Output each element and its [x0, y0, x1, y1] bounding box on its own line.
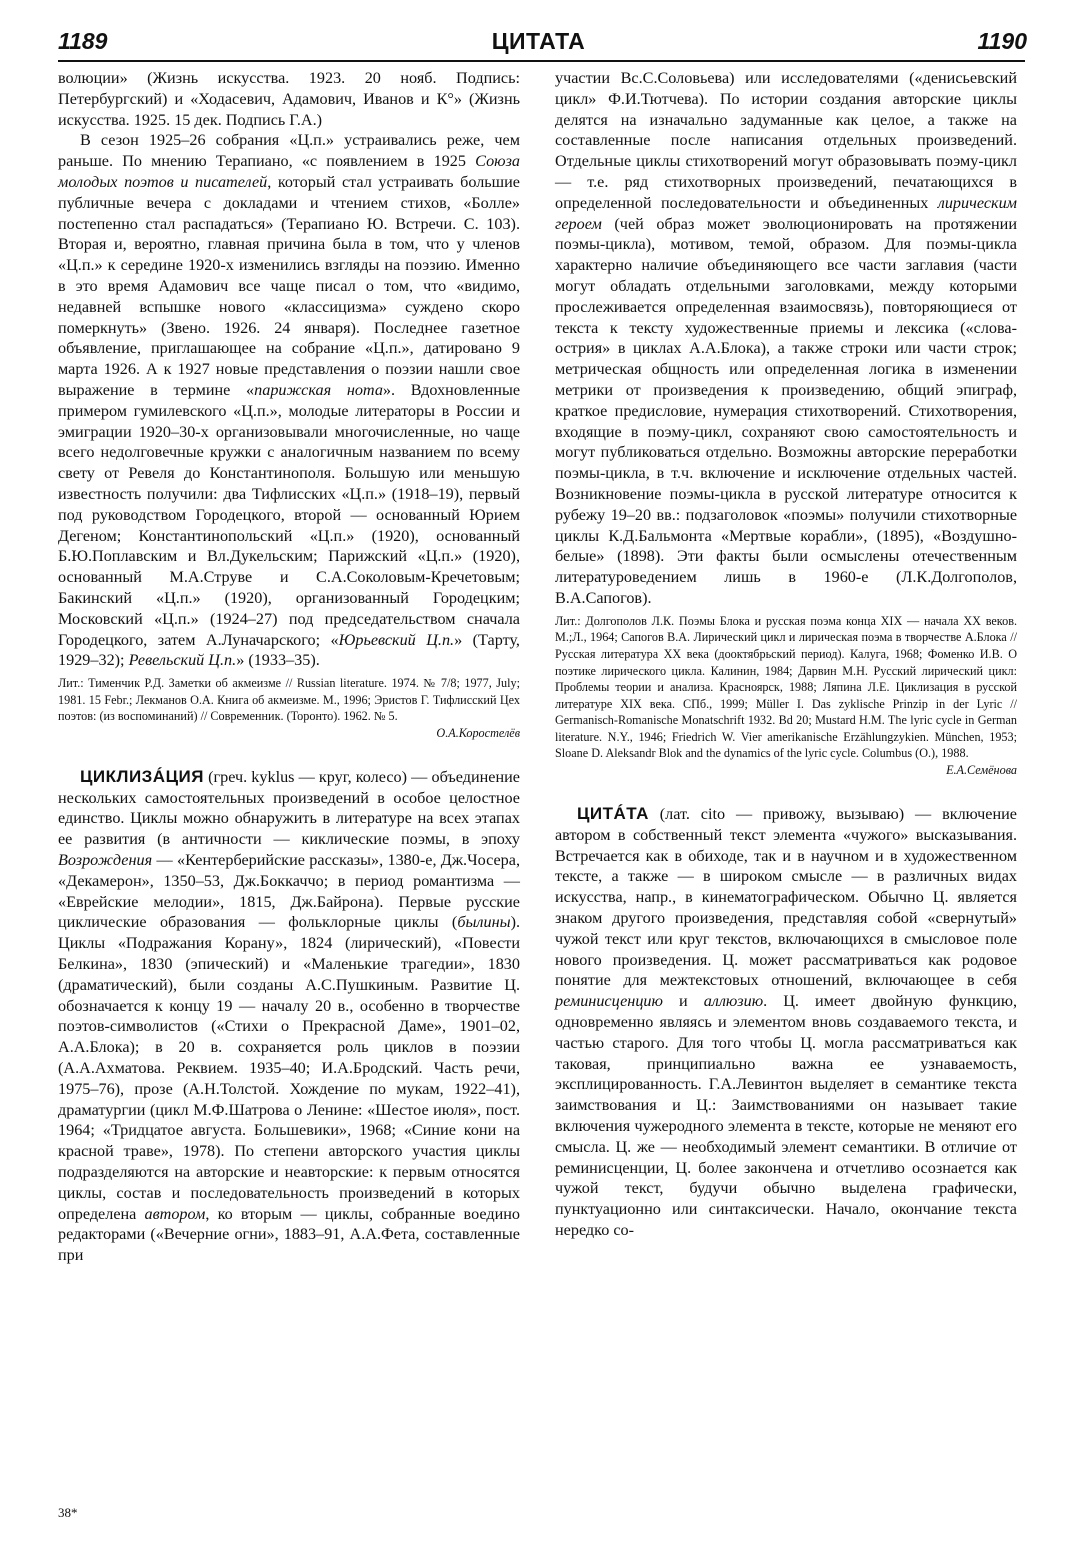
article-cyclization: ЦИКЛИЗÁЦИЯ (греч. kyklus — круг, колесо) — объединение нескольких самостоятельных произведений в особое целостное единство. Циклы можно обнаружить в литературе на всех этапах ее развития (в античности — киклические поэмы, в эпоху Возрождения — «Кентерберийские рассказы», 1380-е, Дж.Чосера, «Декамерон», 1350–53, Дж.Боккаччо; в период романтизма — «Еврейские мелодии», 1815, Дж.Байрона). Первые русские циклические образования — фольклорные циклы (былины). Циклы «Подражания Корану», 1824 (лирический), «Повести Белкина», 1830 (эпический) и «Маленькие трагедии», 1830 (драматический), были созданы А.С.Пушкиным. Развитие Ц. обозначается к концу 19 — началу 20 в., особенно в творчестве поэтов-символистов («Стихи о Прекрасной Даме», 1901–02, А.А.Блока); в 20 в. сохраняется роль циклов в поэзии (А.А.Ахматова. Реквием. 1935–40; И.А.Бродский. Часть речи, 1975–76), прозе (А.Н.Толстой. Хождение по мукам, 1922–41), драматургии (цикл М.Ф.Шатрова о Ленине: «Шестое июля», пост. 1964; «Тридцатое августа. Большевики», 1968; «Синие кони на красной траве», 1978). По степени авторского участия циклы подразделяются на авторские и неавторские: к первым относятся циклы, состав и последовательность произведений в которых определена автором, ко вторым — циклы, собранные воедино редакторами («Вечерние огни», 1883–91, А.А.Фета, составленные при — [58, 766, 520, 1265]
paragraph: волюции» (Жизнь искусства. 1923. 20 нояб. Подпись: Петербургский) и «Ходасевич, Адамович, Иванов и К°» (Жизнь искусства. 1925. 15 дек. Подпись Г.А.) — [58, 69, 520, 129]
article-citation: ЦИТÁТА (лат. cito — привожу, вызываю) — включение автором в собственный текст элемента «чужого» высказывания. Встречается как в обиходе, так и в научном и в художественном тексте, а также — в широком смысле — в различных видах искусства, напр., в кинематографическом. Обычно Ц. является знаком другого произведения, представляя собой «свернутый» чужой текст или круг текстов, включающихся в смысловое поле нового произведения. Ц. может рассматриваться как родовое понятие для межтекстовых отношений, включающее в себя реминисценцию и аллюзию. Ц. имеет двойную функцию, одновременно являясь и элементом вновь создаваемого текста, и частью старого. Для того чтобы Ц. могла рассматриваться как таковая, принципиально важна ее узнаваемость, эксплицированность. Г.А.Левинтон выделяет в семантике текста заимствования и Ц.: Заимствованиями он называет такие включения чужеродного элемента в тексте, которые не меняют его смысла. Ц. же — необходимый элемент семантики. В отличие от реминисценции, Ц. более закончена и отчетливо осознается как чужой текст, будучи обычно выделена графически, пунктуационно или синтаксически. Начало, окончание текста нередко со- — [555, 804, 1017, 1239]
left-column — [58, 68, 520, 1266]
author-signature: Е.А.Семёнова — [946, 763, 1017, 778]
right-column — [555, 68, 1017, 1241]
literature-list: Лит.: Долгополов Л.К. Поэмы Блока и русская поэма конца XIX — начала XX веков. М.;Л., 1964; Сапогов В.А. Лирический цикл и лирическая поэма в творчестве А.Блока // Русская литература XX века (дооктябрьский период). Калуга, 1968; Фоменко И.В. О поэтике лирического цикла. Калинин, 1984; Дарвин М.Н. Русский лирический цикл: Проблемы теории и анализа. Красноярск, 1988; Ляпина Л.Е. Циклизация в русской литературе XIX века. СПб., 1999; Müller I. Das zyklische Prinzip in der Lyric // Germanisch-Romanische Monatschrift 1932. Bd 20; Mustard H.M. The lyric cycle in German literature. N.Y., 1946; Friedrich W. Vier amerikanische Erzählungzykien. München, 1953; Sloane D. Aleksandr Blok and the dynamics of the lyric cycle. Columbus (O.), 1988. — [555, 613, 1018, 761]
article-title: ЦИКЛИЗÁЦИЯ — [80, 766, 204, 786]
author-signature: О.А.Коростелёв — [436, 725, 520, 740]
page-number-left: 1189 — [58, 28, 108, 54]
page-header — [0, 22, 1077, 62]
signature-mark: 38* — [58, 1505, 78, 1520]
running-head: ЦИТАТА — [491, 28, 586, 54]
header-rule — [58, 60, 1025, 62]
literature-list: Лит.: Тименчик Р.Д. Заметки об акмеизме // Russian literature. 1974. № 7/8; 1977, July; 1981. 15 Febr.; Лекманов О.А. Книга об акмеизме. М., 1996; Эристов Г. Тифлисский Цех поэтов: (из воспоминаний) // Современник. (Торонто). 1962. № 5. — [58, 676, 520, 724]
page-number-right: 1190 — [977, 28, 1027, 54]
paragraph: В сезон 1925–26 собрания «Ц.п.» устраивались реже, чем раньше. По мнению Терапиано, «с появлением в 1925 Союза молодых поэтов и писателей, который стал устраивать большие публичные вечера с докладами и чтением стихов, «Болле» постепенно стал распадаться» (Терапиано Ю. Встречи. С. 103). Вторая и, вероятно, главная причина была в том, что у членов «Ц.п.» к середине 1920-х изменились взгляды на поэзию. Именно в это время Адамович все чаще писал о том, что «видимо, недавней вспышке нового «классицизма» суждено скоро померкнуть» (Звено. 1926. 24 января). Последнее газетное объявление, приглашающее на собрание «Ц.п.», датировано 9 марта 1926. А к 1927 новые представления о поэзии нашли свое выражение в термине «парижская нота». Вдохновленные примером гумилевского «Ц.п.», молодые литераторы в России и эмиграции 1920–30-х организовывали многочисленные, но чаще всего недолговечные кружки с аналогичным названием по всему свету от Ревеля до Константинополя. Большую или меньшую известность получили: два Тифлисских «Ц.п.» (1918–19), первый под руководством Городецкого, второй — основанный Юрием Дегеном; Константинопольский «Ц.п.» (1920), основанный Б.Ю.Поплавским и Вл.Дукельским; Парижский «Ц.п.» (1920), основанный М.А.Струве и С.А.Соколовым-Кречетовым; Бакинский «Ц.п.» (1920), организованный Городецким; Московский «Ц.п.» (1924–27) под председательством сначала Городецкого, затем А.Луначарского; «Юрьевский Ц.п.» (Тарту, 1929–32); Ревельский Ц.п.» (1933–35). — [58, 131, 520, 670]
paragraph: участии Вс.С.Соловьева) или исследователями («денисьевский цикл» Ф.И.Тютчева). По истории создания авторские циклы делятся на изначально задуманные как целое, а также на составленные после написания отдельных произведений. Отдельные циклы стихотворений могут образовывать поэму-цикл — т.е. ряд стихотворных произведений, печатающихся в определенной последовательности и объединенных лирическим героем (чей образ может эволюционировать на протяжении поэмы-цикла), мотивом, темой, образом. Для поэмы-цикла характерно наличие объединяющего все части заглавия (части могут обладать отдельными заголовками, между которыми прослеживается определенная взаимосвязь), повторяющиеся от текста к тексту художественные приемы и лексика («слова-острия» в циклах А.А.Блока), а также строки или части строк; метрическая общность или определенная логика в изменении метрики от произведения к произведению, общий эпиграф, краткое предисловие, нумерация стихотворений. Стихотворения, входящие в поэму-цикл, сохраняют свою самостоятельность и могут публиковаться отдельно. Возможны авторские переработки поэмы-цикла, в т.ч. включение и исключение отдельных частей. Возникновение поэмы-цикла в русской литературе относится к рубежу 19–20 вв.: подзаголовок «поэмы» получили стихотворные циклы К.Д.Бальмонта «Мертвые корабли», (1895), «Воздушно-белые» (1898). Эти факты были осмыслены отечественным литературоведением лишь в 1960-е (Л.К.Долгополов, В.А.Сапогов). — [555, 69, 1017, 607]
article-title: ЦИТÁТА — [577, 804, 649, 824]
